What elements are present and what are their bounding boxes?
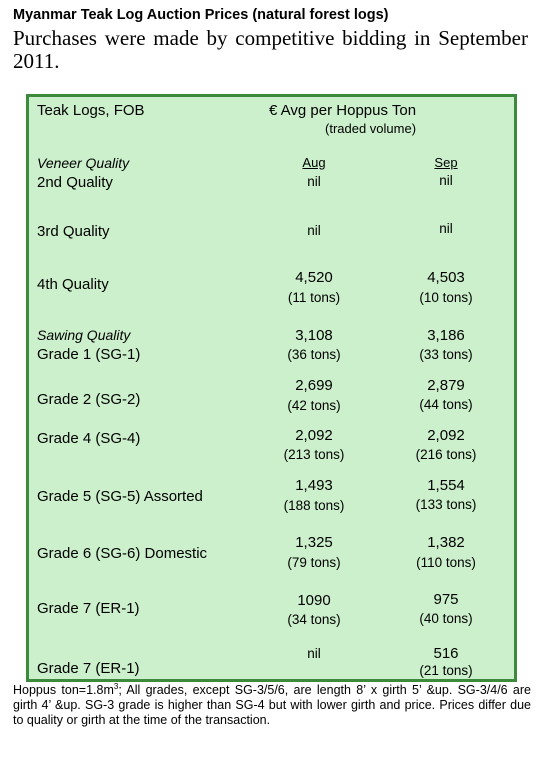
section-veneer-quality: Veneer Quality [37,155,130,171]
sep-tons: (10 tons) [419,290,473,305]
sep-tons: (44 tons) [419,397,473,412]
aug-price: 3,108 [295,327,333,344]
footnote-prefix: Hoppus ton=1.8m [13,683,114,697]
aug-tons: (42 tons) [287,398,341,413]
intro-paragraph: Purchases were made by competitive bidding in September 2011. [13,26,528,73]
sep-tons: (33 tons) [419,347,473,362]
price-subheader: (traded volume) [325,121,417,136]
sep-price: 2,092 [427,427,465,444]
footnote-superscript: 3 [113,681,119,691]
aug-tons: (11 tons) [287,290,341,305]
sep-price: 4,503 [427,269,465,286]
sep-price: 2,879 [427,377,465,394]
grade-label: Grade 2 (SG-2) [37,391,141,408]
month-header-sep: Sep [434,155,458,170]
aug-price: 1090 [297,592,331,609]
corner-label: Teak Logs, FOB [37,102,145,119]
sep-price: 1,382 [427,534,465,551]
footnote-text: ; All grades, except SG-3/5/6, are length 8’ x girth 5’ &up. SG-3/4/6 are girth 4’ &up. SG-3 grade is higher than SG-4 but with lower girth and price. Prices differ due to quality or girth at the time of the transaction. [13,683,531,727]
sep-price: 1,554 [427,477,465,494]
price-table-panel [26,94,517,682]
aug-price: 2,092 [295,427,333,444]
grade-label: Grade 7 (ER-1) [37,660,140,677]
grade-label: Grade 1 (SG-1) [37,346,141,363]
aug-tons: (34 tons) [287,612,341,627]
aug-price: 1,325 [295,534,333,551]
grade-label: Grade 7 (ER-1) [37,600,140,617]
section-sawing-quality: Sawing Quality [37,327,131,343]
grade-label: 4th Quality [37,276,109,293]
aug-price: nil [307,223,321,238]
sep-tons: (21 tons) [419,663,473,678]
sep-price: 516 [433,645,459,662]
grade-label: Grade 5 (SG-5) Assorted [37,488,203,505]
sep-price: 975 [433,591,459,608]
aug-tons: (79 tons) [287,555,341,570]
aug-tons: (188 tons) [283,498,345,513]
grade-label: 2nd Quality [37,174,113,191]
sep-tons: (110 tons) [416,555,476,570]
month-header-aug: Aug [302,155,326,170]
aug-price: 2,699 [295,377,333,394]
aug-price: nil [307,646,321,661]
grade-label: Grade 6 (SG-6) Domestic [37,545,208,562]
sep-price: nil [439,221,453,236]
footnote [13,683,531,728]
document-title: Myanmar Teak Log Auction Prices (natural forest logs) [13,7,389,23]
aug-price: nil [307,174,321,189]
sep-price: nil [439,173,453,188]
aug-tons: (36 tons) [287,347,341,362]
aug-tons: (213 tons) [283,447,345,462]
sep-tons: (133 tons) [415,497,477,512]
grade-label: Grade 4 (SG-4) [37,430,141,447]
grade-label: 3rd Quality [37,223,110,240]
sep-tons: (216 tons) [415,447,477,462]
aug-price: 1,493 [295,477,333,494]
sep-price: 3,186 [427,327,465,344]
aug-price: 4,520 [295,269,333,286]
price-header: € Avg per Hoppus Ton [269,102,417,119]
sep-tons: (40 tons) [419,611,473,626]
